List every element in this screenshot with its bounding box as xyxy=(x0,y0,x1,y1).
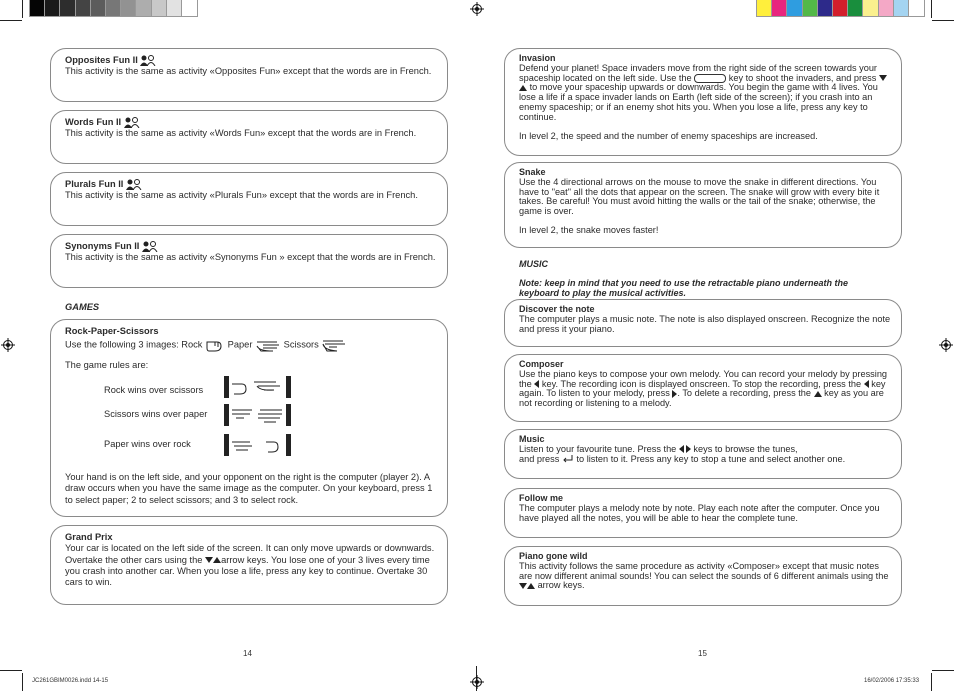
crop-mark xyxy=(22,673,23,691)
section-text: This activity is the same as activity «Words Fun» except that the words are in French. xyxy=(65,128,417,139)
page-number-right: 15 xyxy=(698,649,707,658)
piano-text-a: This activity follows the same procedure as activity «Composer» except that music notes are now different animal sounds! You can select the sounds of 6 different animals using the xyxy=(519,560,889,581)
color-swatch xyxy=(121,0,136,16)
scissors-vs-paper-icon xyxy=(224,404,292,426)
rps-intro-paper: Paper xyxy=(227,339,253,350)
section-title: Synonyms Fun II xyxy=(65,241,140,251)
invasion-text-d: In level 2, the speed and the number of enemy spaceships are increased. xyxy=(519,130,818,141)
color-swatch xyxy=(136,0,151,16)
grand-prix-text-a: Your car is located on the left side of the screen. It can only move upwards or downwards. Overtake the other cars using the xyxy=(65,543,435,565)
section-title: Grand Prix xyxy=(65,532,113,542)
section-text: This activity is the same as activity «Opposites Fun» except that the words are in French. xyxy=(65,66,432,77)
music-text-d: to listen to it. Press any key to stop a tune and select another one. xyxy=(576,453,846,464)
color-swatch xyxy=(833,0,848,16)
space-key-icon xyxy=(694,74,726,83)
music-note: Note: keep in mind that you need to use the retractable piano underneath the keyboard to play the musical activities. xyxy=(519,278,849,298)
composer-box xyxy=(504,354,902,422)
color-swatch xyxy=(106,0,121,16)
color-swatch xyxy=(182,0,197,16)
up-arrow-icon xyxy=(814,391,822,397)
snake-box xyxy=(504,162,902,248)
color-swatch xyxy=(152,0,167,16)
gray-strip xyxy=(30,0,197,16)
follow-me-box xyxy=(504,488,902,538)
color-swatch xyxy=(879,0,894,16)
color-swatch xyxy=(848,0,863,16)
scissors-hand-icon xyxy=(321,338,347,352)
section-title: Snake xyxy=(519,167,546,177)
rule-text: Scissors wins over paper xyxy=(104,409,208,419)
registration-mark-icon xyxy=(470,675,484,689)
section-title: Opposites Fun II xyxy=(65,55,138,65)
rule-text: Paper wins over rock xyxy=(104,439,191,449)
crop-mark xyxy=(931,673,932,691)
music-text-a: Listen to your favourite tune. Press the xyxy=(519,443,677,454)
section-title: Rock-Paper-Scissors xyxy=(65,326,159,336)
enter-key-icon xyxy=(562,455,574,463)
synonyms-fun-box xyxy=(50,234,448,288)
color-swatch xyxy=(91,0,106,16)
left-arrow-icon xyxy=(679,445,684,453)
registration-mark-icon xyxy=(1,338,15,352)
opposites-fun-box xyxy=(50,48,448,102)
composer-text-d: . To delete a recording, press the xyxy=(677,388,812,399)
registration-mark-icon xyxy=(470,2,484,16)
up-arrow-icon xyxy=(519,85,527,91)
piano-gone-wild-box xyxy=(504,546,902,606)
crop-mark xyxy=(0,670,22,671)
plurals-fun-box xyxy=(50,172,448,226)
composer-text-e: key as you are not recording or listening to a melody. xyxy=(519,388,884,409)
left-arrow-icon xyxy=(864,380,869,388)
section-title: Plurals Fun II xyxy=(65,179,124,189)
words-fun-box xyxy=(50,110,448,164)
page-number-left: 14 xyxy=(243,649,252,658)
color-swatch xyxy=(803,0,818,16)
color-swatch xyxy=(60,0,75,16)
color-swatch xyxy=(76,0,91,16)
crop-mark xyxy=(932,20,954,21)
section-title: Invasion xyxy=(519,53,556,63)
music-box xyxy=(504,429,902,479)
discover-note-box xyxy=(504,299,902,347)
color-swatch xyxy=(45,0,60,16)
rule-scissors-paper xyxy=(104,409,207,420)
color-swatch xyxy=(909,0,924,16)
section-title: Composer xyxy=(519,359,564,369)
right-arrow-icon xyxy=(686,445,691,453)
color-swatch xyxy=(787,0,802,16)
registration-mark-icon xyxy=(939,338,953,352)
section-title: Piano gone wild xyxy=(519,551,588,561)
color-swatch xyxy=(167,0,182,16)
paper-vs-rock-icon xyxy=(224,434,292,456)
invasion-text-c: to move your spaceship upwards or downwards. You begin the game with 4 lives. You lose a life if a space invader lands on Earth (left side of the screen); if you crash into an enemy spaceship; or if an enemy shot hits you. When you lose a life, press any key to continue. xyxy=(519,82,878,122)
up-arrow-icon xyxy=(527,583,535,589)
invasion-text-b: key to shoot the invaders, and press xyxy=(728,72,877,83)
down-arrow-icon xyxy=(519,583,527,589)
crop-mark xyxy=(0,20,22,21)
footer-file: JC261GBIM0026.indd 14-15 xyxy=(32,678,109,684)
two-players-icon xyxy=(126,179,142,190)
music-heading: MUSIC xyxy=(519,259,548,269)
composer-text-b: key. The recording icon is displayed onscreen. To stop the recording, press the xyxy=(541,378,862,389)
composer-text-a: Use the piano keys to compose your own melody. You can record your melody by pressing the xyxy=(519,368,888,389)
section-text: This activity is the same as activity «Plurals Fun» except that the words are in French. xyxy=(65,190,418,201)
rule-paper-rock xyxy=(104,439,191,450)
crop-mark xyxy=(931,0,932,18)
music-text-b: keys to browse the tunes, xyxy=(693,443,798,454)
snake-text-a: Use the 4 directional arrows on the mouse to move the snake in different directions. You have to "eat" all the dots that appear on the screen. The snake will grow with every bite it takes. Be careful! You must avoid hitting the walls or the tail of the snake; otherwise, the game is over. xyxy=(519,176,880,217)
music-text-c: and press xyxy=(519,453,560,464)
footer-date: 16/02/2006 17:35:33 xyxy=(864,678,920,684)
color-swatch xyxy=(818,0,833,16)
paper-hand-icon xyxy=(255,338,281,352)
two-players-icon xyxy=(142,241,158,252)
grand-prix-box xyxy=(50,525,448,605)
rps-body: Your hand is on the left side, and your opponent on the right is the computer (player 2). A draw occurs when you have the same image as the computer. On your keyboard, press 1 to select paper; 2 to select scissors; and 3 to select rock. xyxy=(65,472,433,505)
color-swatch xyxy=(30,0,45,16)
color-swatch xyxy=(894,0,909,16)
invasion-text-a: Defend your planet! Space invaders move from the right side of the screen towards your spaceship located on the left side. Use the xyxy=(519,62,877,83)
discover-text: The computer plays a music note. The note is also displayed onscreen. Recognize the note and press it your piano. xyxy=(519,313,891,334)
piano-text-b: arrow keys. xyxy=(537,580,585,591)
rps-rules-heading: The game rules are: xyxy=(65,360,149,371)
rock-hand-icon xyxy=(205,338,225,352)
snake-text-b: In level 2, the snake moves faster! xyxy=(519,224,659,235)
color-strip xyxy=(757,0,924,16)
color-swatch xyxy=(863,0,878,16)
invasion-box xyxy=(504,48,902,156)
composer-text-c: key again. To listen to your melody, press xyxy=(519,378,886,399)
rule-text: Rock wins over scissors xyxy=(104,385,204,395)
rule-rock-scissors xyxy=(104,385,203,396)
section-title: Discover the note xyxy=(519,304,595,314)
crop-mark xyxy=(22,0,23,18)
left-arrow-icon xyxy=(534,380,539,388)
down-arrow-icon xyxy=(879,75,887,81)
section-title: Words Fun II xyxy=(65,117,122,127)
rps-intro-rock: Use the following 3 images: Rock xyxy=(65,339,203,350)
rock-paper-scissors-box xyxy=(50,319,448,517)
two-players-icon xyxy=(124,117,140,128)
two-players-icon xyxy=(140,55,156,66)
down-arrow-icon xyxy=(205,557,213,563)
grand-prix-text-b: arrow keys. You lose one of your 3 lives every time you crash into another car. When you lose a life, press any key to continue. Overtake 30 cars to win. xyxy=(65,554,430,588)
rps-intro-scissors: Scissors xyxy=(283,339,319,350)
color-swatch xyxy=(757,0,772,16)
section-title: Music xyxy=(519,434,545,444)
follow-me-text: The computer plays a melody note by note. Play each note after the computer. Once you have played all the notes, you will be able to hear the complete tune. xyxy=(519,502,880,523)
color-swatch xyxy=(772,0,787,16)
crop-mark xyxy=(932,670,954,671)
rock-vs-scissors-icon xyxy=(224,376,292,398)
up-arrow-icon xyxy=(213,557,221,563)
section-title: Follow me xyxy=(519,493,564,503)
games-heading: GAMES xyxy=(65,302,100,312)
section-text: This activity is the same as activity «Synonyms Fun » except that the words are in French. xyxy=(65,252,436,263)
